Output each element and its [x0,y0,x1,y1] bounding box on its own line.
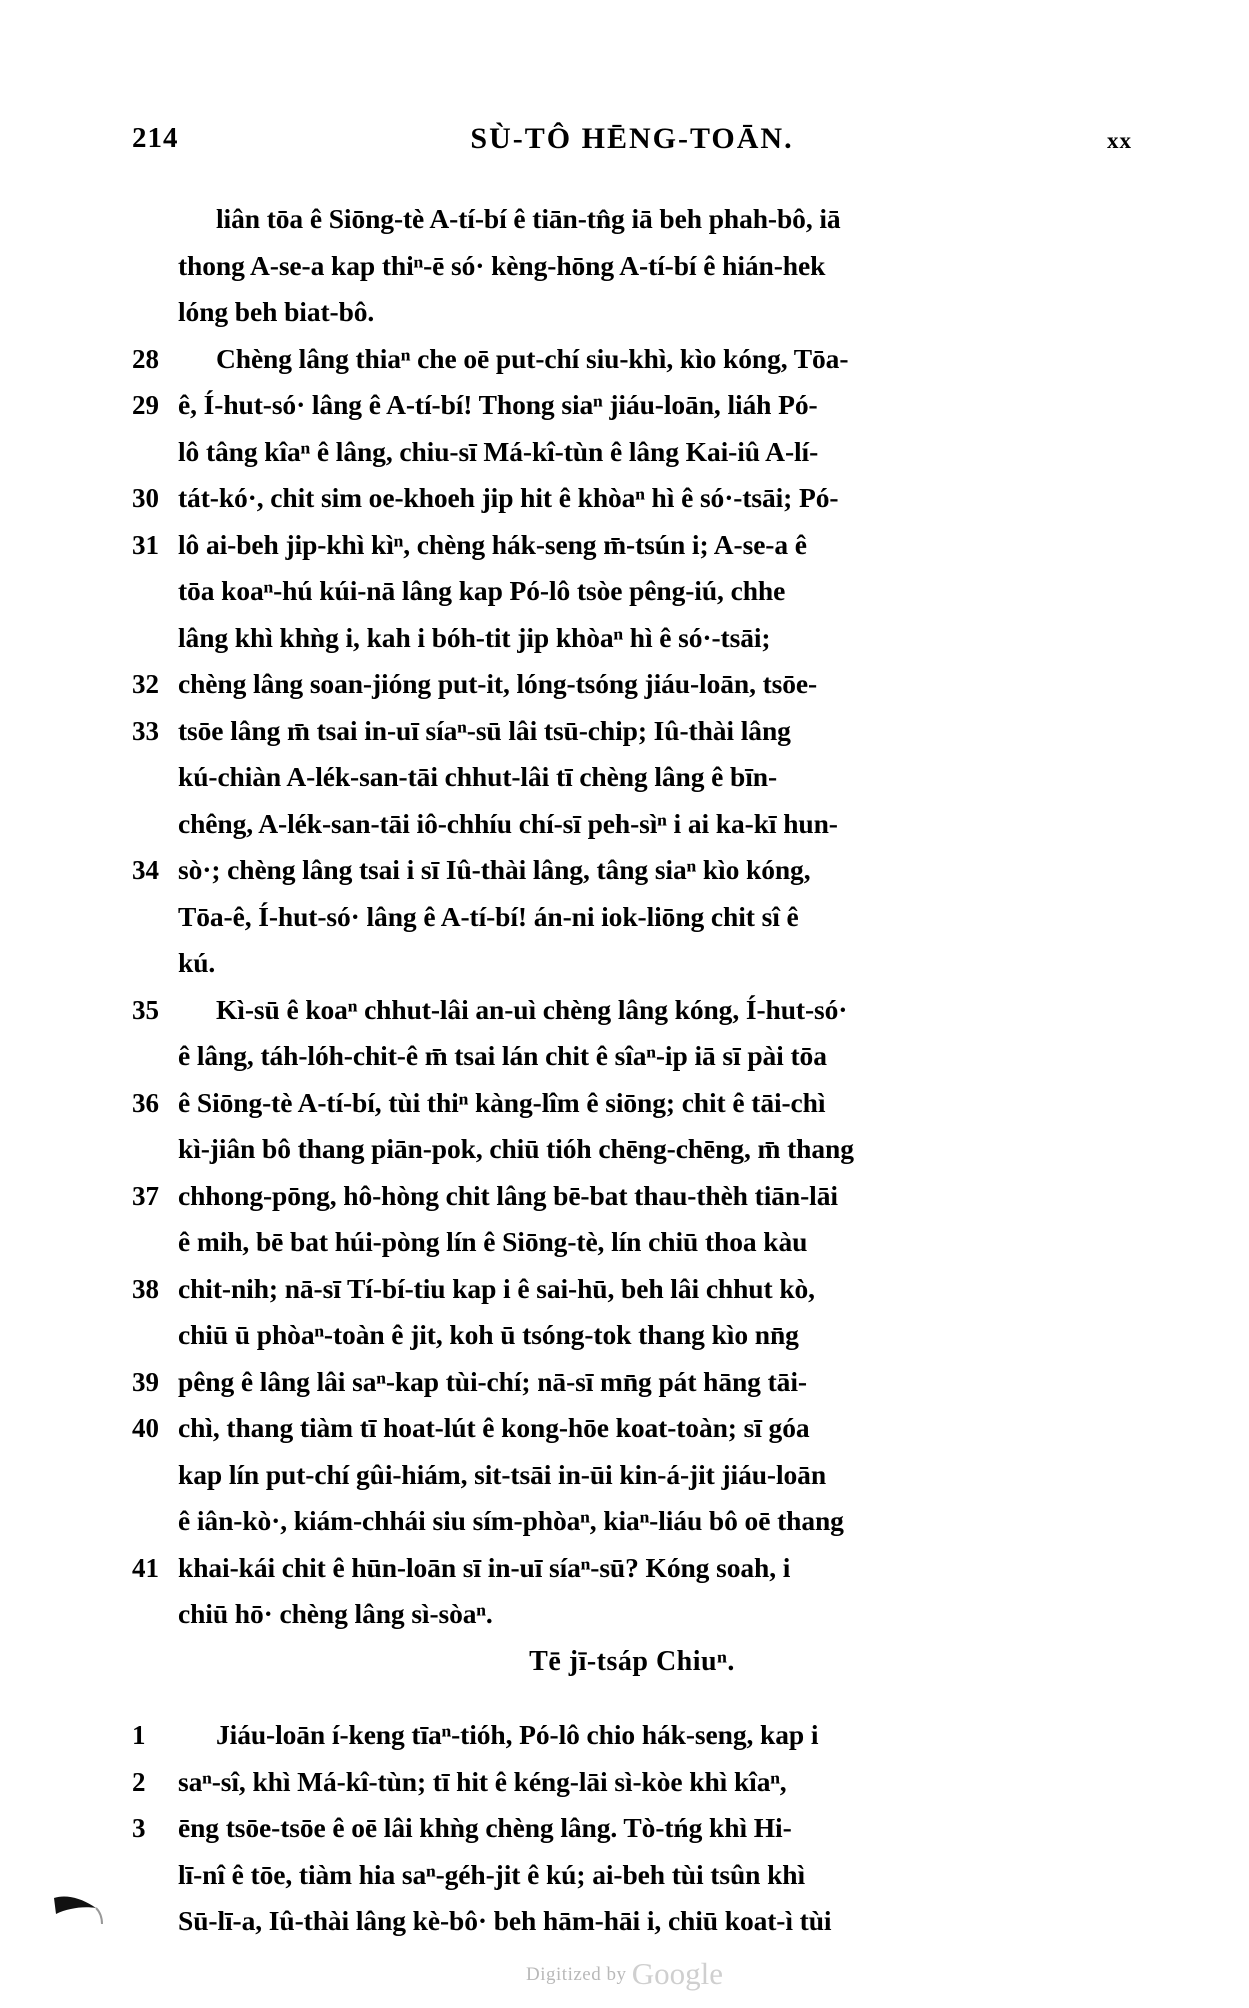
verse-number: 34 [132,855,159,885]
line-text: kì-jiân bô thang piān-pok, chiū tióh chēng-chēng, m̄ thang [178,1133,854,1164]
line-text: Tōa-ê, Í-hut-só· lâng ê A-tí-bí! án-ni iok-liōng chit sî ê [178,900,799,932]
line-text: sò·; chèng lâng tsai i sī Iû-thài lâng, tâng siaⁿ kìo kóng, [178,854,811,885]
line-text: chèng lâng soan-jióng put-it, lóng-tsóng jiáu-loān, tsōe- [178,668,818,699]
verse-number: 38 [132,1273,159,1304]
running-head-title: SÙ-TÔ HĒNG-TOĀN. [470,122,794,155]
line-text: ê iân-kò·, kiám-chhái siu sím-phòaⁿ, kiaⁿ-liáu bô oē thang [178,1505,844,1536]
text-line [132,1219,1132,1266]
verse-number: 2 [132,1766,146,1797]
line-text: lô ai-beh jip-khì kìⁿ, chèng hák-seng m̄-tsún i; A-se-a ê [178,528,807,560]
line-text: ê lâng, táh-lóh-chit-ê m̄ tsai lán chit ê sîaⁿ-ip iā sī pài tōa [178,1040,827,1071]
verse-number: 28 [132,343,159,374]
text-line [132,1126,1132,1173]
line-text: ê mih, bē bat húi-pòng lín ê Siōng-tè, lín chiū thoa kàu [178,1226,808,1257]
text-line [132,1759,1142,1806]
line-text: khai-kái chit ê hūn-loān sī in-uī síaⁿ-sū? Kóng soah, i [178,1551,791,1583]
page-number-left: 214 [132,122,179,154]
digitized-label: Digitized by [526,1964,627,1985]
line-text: chhong-pōng, hô-hòng chit lâng bē-bat thau-thèh tiān-lāi [178,1179,838,1211]
text-line [132,336,1132,383]
text-line [132,754,1132,801]
chapter-number-right: xx [1107,128,1132,153]
verse-number: 32 [132,669,159,699]
line-text: kap lín put-chí gûi-hiám, sit-tsāi in-ūi kin-á-jit jiáu-loān [178,1458,827,1490]
line-text: Sū-lī-a, Iû-thài lâng kè-bô· beh hām-hāi i, chiū koat-ì tùi [178,1905,832,1936]
verse-number: 36 [132,1087,159,1118]
text-line [132,429,1132,476]
text-line [132,1312,1132,1359]
verse-number: 40 [132,1413,159,1443]
digitized-watermark [0,1956,1249,1992]
text-line [132,382,1132,429]
text-line [132,847,1132,894]
line-text: tōa koaⁿ-hú kúi-nā lâng kap Pó-lô tsòe pêng-iú, chhe [178,575,786,606]
body-text-block-upper [132,196,1132,1638]
line-text: chiū ū phòaⁿ-toàn ê jit, koh ū tsóng-tok thang kìo nn̄g [178,1319,799,1350]
line-text: ê, Í-hut-só· lâng ê A-tí-bí! Thong siaⁿ jiáu-loān, liáh Pó- [178,389,818,420]
verse-number: 29 [132,390,159,420]
text-line [132,894,1132,941]
line-text: tsōe lâng m̄ tsai in-uī síaⁿ-sū lâi tsū-chip; Iû-thài lâng [178,714,791,746]
line-text: chêng, A-lék-san-tāi iô-chhíu chí-sī peh-sìⁿ i ai ka-kī hun- [178,807,838,839]
text-line [132,1033,1132,1080]
line-text: kú. [178,947,216,978]
line-text: liân tōa ê Siōng-tè A-tí-bí ê tiān-tn̂g iā beh phah-bô, iā [216,203,841,234]
verse-number: 39 [132,1366,159,1397]
text-line [132,522,1132,569]
body-text-block-lower [132,1712,1142,1945]
line-text: chiū hō· chèng lâng sì-sòaⁿ. [178,1598,493,1629]
line-text: thong A-se-a kap thiⁿ-ē só· kèng-hōng A-tí-bí ê hián-hek [178,249,826,281]
text-line [132,940,1132,987]
text-line [132,1898,1142,1945]
text-line [132,196,1132,243]
line-text: ēng tsōe-tsōe ê oē lâi khǹg chèng lâng. Tò-tńg khì Hi- [178,1812,792,1843]
text-line [132,475,1132,522]
line-text: kú-chiàn A-lék-san-tāi chhut-lâi tī chèng lâng ê bīn- [178,761,778,792]
verse-number: 30 [132,483,159,513]
line-text: lī-nî ê tōe, tiàm hia saⁿ-géh-jit ê kú; ai-beh tùi tsûn khì [178,1858,806,1890]
verse-number: 31 [132,529,159,560]
text-line [132,1080,1132,1127]
line-text: ê Siōng-tè A-tí-bí, tùi thiⁿ kàng-lîm ê siōng; chit ê tāi-chì [178,1086,826,1118]
line-text: pêng ê lâng lâi saⁿ-kap tùi-chí; nā-sī mn̄g pát hāng tāi- [178,1365,807,1397]
line-text: lô tâng kîaⁿ ê lâng, chiu-sī Má-kî-tùn ê lâng Kai-iû A-lí- [178,435,819,467]
text-line [132,243,1132,290]
verse-number: 3 [132,1813,146,1843]
line-text: tát-kó·, chit sim oe-khoeh jip hit ê khòaⁿ hì ê só·-tsāi; Pó- [178,482,839,513]
text-line [132,1405,1132,1452]
text-line [132,1173,1132,1220]
text-line [132,1852,1142,1899]
line-text: chit-nih; nā-sī Tí-bí-tiu kap i ê sai-hū, beh lâi chhut kò, [178,1272,815,1304]
text-line [132,1591,1132,1638]
text-line [132,568,1132,615]
line-text: chì, thang tiàm tī hoat-lút ê kong-hōe koat-toàn; sī góa [178,1412,810,1443]
text-line [132,1359,1132,1406]
running-head [132,122,1132,162]
verse-number: 1 [132,1720,146,1750]
text-line [132,801,1132,848]
page-corner-mark-icon [52,1892,106,1926]
text-line [132,1498,1132,1545]
text-line [132,1805,1142,1852]
line-text: Chèng lâng thiaⁿ che oē put-chí siu-khì, kìo kóng, Tōa- [216,342,849,374]
line-text: lóng beh biat-bô. [178,296,375,327]
text-line [132,289,1132,336]
text-line [132,1712,1142,1759]
line-text: saⁿ-sî, khì Má-kî-tùn; tī hit ê kéng-lāi sì-kòe khì kîaⁿ, [178,1765,787,1797]
line-text: Kì-sū ê koaⁿ chhut-lâi an-uì chèng lâng kóng, Í-hut-só· [216,993,848,1025]
text-line [132,661,1132,708]
google-logo-text: Google [631,1956,723,1991]
text-line [132,615,1132,662]
text-line [132,708,1132,755]
line-text: lâng khì khǹg i, kah i bóh-tit jip khòaⁿ hì ê só·-tsāi; [178,621,771,653]
line-text: Jiáu-loān í-keng tīaⁿ-tióh, Pó-lô chio hák-seng, kap i [216,1719,819,1750]
text-line [132,1452,1132,1499]
verse-number: 35 [132,994,159,1025]
verse-number: 33 [132,715,159,746]
text-line [132,1545,1132,1592]
verse-number: 37 [132,1180,159,1211]
text-line [132,1266,1132,1313]
verse-number: 41 [132,1552,159,1583]
text-line [132,987,1132,1034]
chapter-heading: Tē jī-tsáp Chiuⁿ. [529,1646,735,1677]
